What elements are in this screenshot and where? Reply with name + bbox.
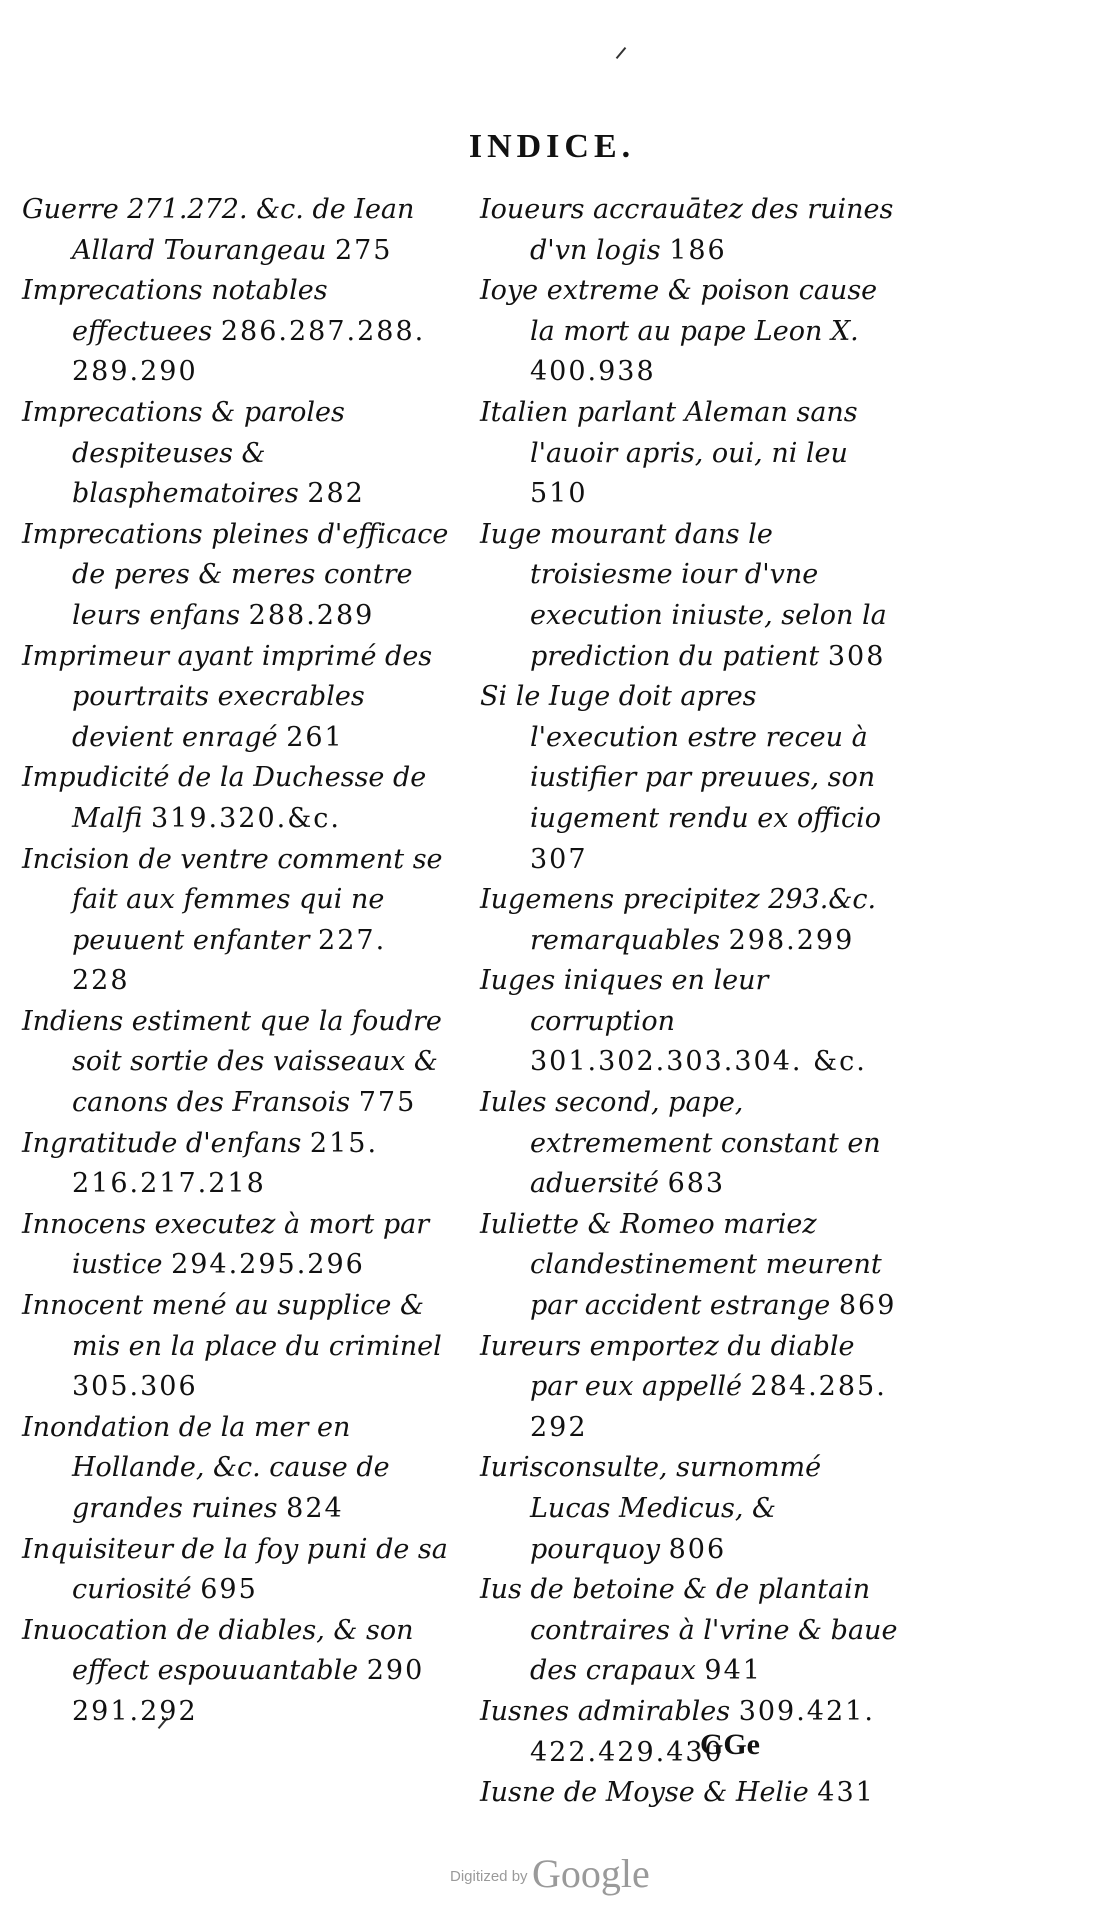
entry-pages: 290 291.292 (72, 1655, 425, 1727)
entry-pages: 301.302.303.304. &c. (530, 1046, 867, 1078)
index-entry (22, 1286, 452, 1408)
entry-pages: 775 (358, 1087, 417, 1119)
index-entry (480, 1205, 902, 1327)
entry-pages: 294.295.296 (171, 1249, 365, 1281)
index-entry (480, 1570, 902, 1692)
index-entry (22, 1205, 452, 1286)
entry-text: Iuliette & Romeo mariez clandestinement meurent par accident estrange (480, 1208, 882, 1322)
index-entry (480, 1083, 902, 1205)
entry-pages: 319.320.&c. (150, 802, 341, 834)
index-entry (22, 637, 452, 759)
entry-pages: 683 (667, 1168, 726, 1200)
entry-pages: 695 (200, 1574, 258, 1606)
index-entry (480, 880, 902, 961)
stray-mark (616, 47, 627, 59)
entry-pages: 431 (817, 1777, 875, 1809)
index-entry (22, 1611, 452, 1733)
entry-text: Imprimeur ayant imprimé des pourtraits execrables devient enragé (22, 640, 433, 753)
index-entry (22, 840, 452, 1002)
index-entry (22, 1124, 452, 1205)
index-entry (480, 677, 902, 880)
entry-text: Imprecations pleines d'efficace de peres & meres contre leurs enfans (22, 518, 449, 631)
entry-text: Incision de ventre comment se fait aux femmes qui ne peuuent enfanter (22, 843, 443, 956)
entry-text: Iusne de Moyse & Helie (480, 1777, 809, 1809)
entry-pages: 186 (669, 234, 727, 266)
index-entry (480, 190, 902, 271)
entry-text: Inquisiteur de la foy puni de sa curiosité (22, 1533, 448, 1606)
entry-pages: 275 (334, 234, 393, 266)
entry-pages: 400.938 (530, 356, 656, 388)
entry-text: Inondation de la mer en Hollande, &c. cause de grandes ruines (22, 1411, 390, 1524)
entry-pages: 305.306 (72, 1371, 198, 1403)
index-entry (22, 393, 452, 515)
entry-pages: 282 (307, 478, 365, 510)
entry-pages: 806 (668, 1533, 727, 1565)
digitized-watermark (450, 1850, 650, 1897)
entry-text: Indiens estiment que la foudre soit sortie des vaisseaux & canons des Fransois (22, 1005, 442, 1119)
entry-pages: 510 (530, 478, 588, 510)
index-entry (480, 515, 902, 677)
index-entry (480, 393, 902, 515)
index-entry (480, 1327, 902, 1449)
entry-text: Innocent mené au supplice & mis en la place du criminel (22, 1290, 442, 1362)
entry-text: Italien parlant Aleman sans l'auoir apris, oui, ni leu (480, 396, 858, 469)
entry-pages: 309.421. 422.429.430 (530, 1695, 875, 1768)
entry-pages: 298.299 (728, 924, 855, 956)
index-entry (480, 1692, 902, 1773)
entry-text: Iules second, pape, extremement constant en aduersité (480, 1087, 881, 1200)
signature-mark: GGe (700, 1728, 760, 1761)
index-entry (22, 758, 452, 839)
entry-pages: 227. 228 (72, 924, 387, 997)
entry-text: Iuges iniques en leur corruption (480, 965, 769, 1037)
index-column-right (480, 190, 902, 1814)
index-entry (22, 190, 452, 271)
entry-text: Guerre 271.272. &c. de Iean Allard Tourangeau (22, 194, 415, 266)
entry-text: Iureurs emportez du diable par eux appellé (480, 1330, 855, 1403)
entry-text: Ioueurs accrauātez des ruines d'vn logis (480, 194, 894, 266)
entry-text: Si le Iuge doit apres l'execution estre receu à iustifier par preuues, son iugement rendu ex officio (480, 681, 882, 834)
entry-text: Iuge mourant dans le troisiesme iour d'vne execution iniuste, selon la prediction du patient (480, 518, 887, 672)
entry-text: Innocens executez à mort par iustice (22, 1208, 430, 1281)
entry-pages: 215. 216.217.218 (72, 1127, 379, 1200)
entry-text: Inuocation de diables, & son effect espouuantable (22, 1614, 414, 1687)
index-entry (22, 1002, 452, 1124)
index-column-left (22, 190, 452, 1733)
entry-pages: 941 (704, 1655, 762, 1687)
entry-text: Ioye extreme & poison cause la mort au pape Leon X. (480, 275, 878, 347)
entry-text: Impudicité de la Duchesse de Malfi (22, 762, 427, 834)
index-entry (480, 271, 902, 393)
entry-text: Imprecations & paroles despiteuses & blasphematoires (22, 396, 345, 510)
index-entry (22, 1530, 452, 1611)
index-entry (22, 1408, 452, 1530)
entry-text: Ingratitude d'enfans (22, 1127, 302, 1159)
entry-pages: 288.289 (248, 599, 375, 631)
entry-text: Imprecations notables effectuees (22, 275, 328, 347)
entry-text: Ius de betoine & de plantain contraires à l'vrine & baue des crapaux (480, 1574, 898, 1687)
index-entry (480, 1448, 902, 1570)
index-entry (22, 271, 452, 393)
entry-pages: 308 (827, 640, 886, 672)
watermark-prefix: Digitized by (450, 1868, 528, 1885)
entry-pages: 307 (530, 843, 588, 875)
entry-text: Iurisconsulte, surnommé Lucas Medicus, & pourquoy (480, 1452, 822, 1565)
index-entry (480, 961, 902, 1083)
entry-text: Iugemens precipitez 293.&c. remarquables (480, 884, 877, 956)
page-title: INDICE. (468, 128, 636, 165)
google-logo: Google (532, 1851, 650, 1896)
entry-pages: 824 (286, 1493, 344, 1524)
entry-pages: 261 (286, 721, 344, 753)
entry-text: Iusnes admirables (480, 1695, 731, 1727)
index-entry (22, 515, 452, 637)
entry-pages: 869 (838, 1290, 897, 1322)
index-entry (480, 1773, 902, 1814)
entry-pages: 286.287.288. 289.290 (72, 315, 426, 388)
entry-pages: 284.285. 292 (530, 1371, 887, 1443)
